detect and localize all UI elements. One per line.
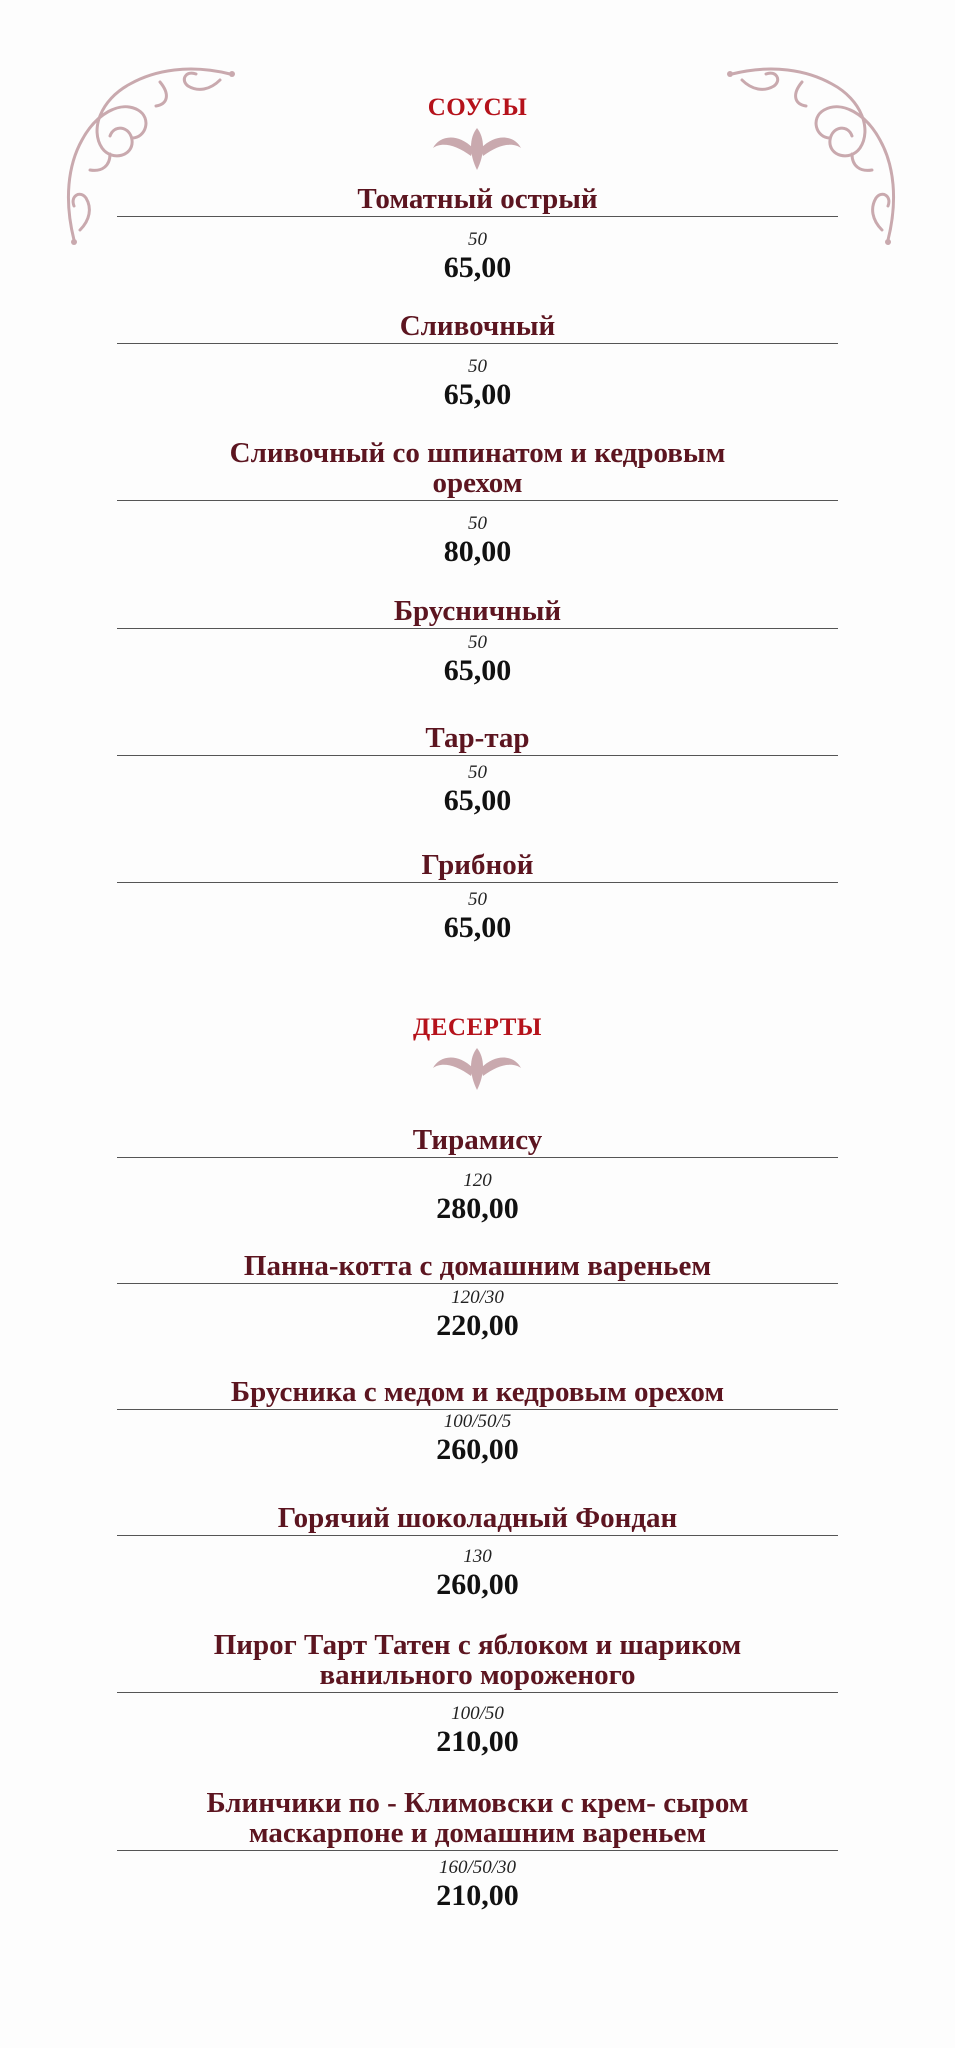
menu-item-tomato-spicy	[117, 184, 838, 285]
item-name: Горячий шоколадный Фондан	[117, 1503, 838, 1536]
item-name: Грибной	[117, 850, 838, 883]
menu-item-fondant	[117, 1503, 838, 1602]
item-weight: 50	[468, 632, 487, 653]
item-name: Пирог Тарт Татен с яблоком и шариком ванильного мороженого	[117, 1630, 838, 1693]
item-name: Блинчики по - Климовски с крем- сыром маскарпоне и домашним вареньем	[117, 1788, 838, 1851]
item-weight: 100/50	[451, 1703, 504, 1724]
desserts-section-title: ДЕСЕРТЫ	[413, 1014, 542, 1041]
item-weight: 160/50/30	[438, 1857, 517, 1878]
menu-item-lingonberry-honey	[117, 1377, 838, 1467]
item-weight: 120/30	[451, 1287, 504, 1308]
item-price: 65,00	[443, 911, 512, 944]
item-name: Тар-тар	[117, 723, 838, 756]
menu-item-pancakes	[117, 1788, 838, 1913]
item-name: Сливочный со шпинатом и кедровым орехом	[117, 438, 838, 501]
sauces-section-title: СОУСЫ	[427, 94, 528, 121]
item-price: 220,00	[436, 1309, 519, 1342]
desserts-flourish-icon	[427, 1044, 527, 1094]
item-name: Панна-котта с домашним вареньем	[117, 1251, 838, 1284]
item-weight: 100/50/5	[443, 1411, 512, 1432]
menu-item-lingonberry	[117, 596, 838, 688]
item-price: 260,00	[436, 1568, 519, 1601]
item-price: 210,00	[436, 1725, 519, 1758]
item-price: 80,00	[443, 535, 512, 568]
item-name: Томатный острый	[117, 184, 838, 217]
menu-item-creamy-spinach	[117, 438, 838, 569]
menu-item-tiramisu	[117, 1125, 838, 1226]
sauces-flourish-icon	[427, 124, 527, 174]
item-price: 260,00	[436, 1433, 519, 1466]
item-name: Брусничный	[117, 596, 838, 629]
item-price: 65,00	[443, 784, 512, 817]
menu-item-panna-cotta	[117, 1251, 838, 1343]
item-weight: 120	[463, 1170, 492, 1191]
item-name: Тирамису	[117, 1125, 838, 1158]
item-price: 65,00	[443, 654, 512, 687]
item-weight: 50	[468, 356, 487, 377]
item-weight: 50	[468, 513, 487, 534]
item-price: 65,00	[443, 251, 512, 284]
item-price: 280,00	[436, 1192, 519, 1225]
item-weight: 50	[468, 762, 487, 783]
item-price: 65,00	[443, 378, 512, 411]
item-name: Брусника с медом и кедровым орехом	[117, 1377, 838, 1410]
menu-item-tarte-tatin	[117, 1630, 838, 1759]
item-name: Сливочный	[117, 311, 838, 344]
menu-item-creamy	[117, 311, 838, 412]
item-weight: 130	[463, 1546, 492, 1567]
menu-item-mushroom	[117, 850, 838, 945]
item-weight: 50	[468, 889, 487, 910]
menu-item-tartar	[117, 723, 838, 818]
item-weight: 50	[468, 229, 487, 250]
item-price: 210,00	[436, 1879, 519, 1912]
